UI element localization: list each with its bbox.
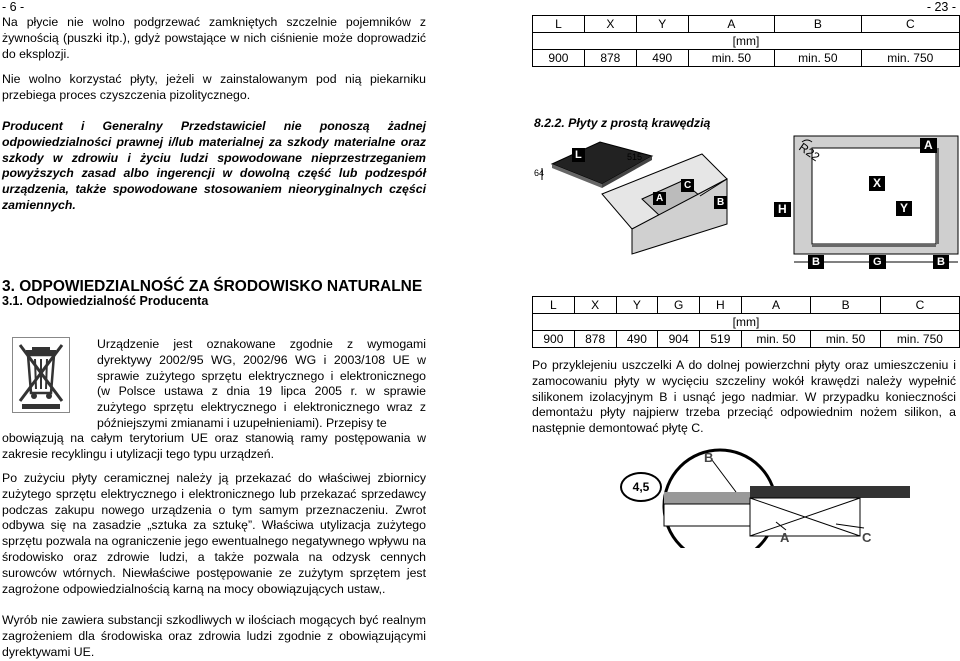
- disposal-instructions: Po zużyciu płyty ceramicznej należy ją przekazać do właściwej zbiornicy zużytego sprzętu elektrycznego i elektronicznego lub przekazać sprzedawcy podczas zakupu nowego urządzenia o tym samym przeznaczeniu. Zwrot odbywa się na zasadzie „sztuka za sztukę”. Właściwa utylizacja zużytego sprzętu pozwala na ograniczenie jego ewentualnego negatywnego wpływu na środowisko oraz zdrowie ludzi, a także pozwala na odzysk cennych surowców wtórnych. Niewłaściwe postępowanie ze zużytym sprzętem jest zagrożone odpowiedzialnością karną na mocy obowiązujących ustaw,.: [2, 471, 426, 596]
- table-row: [533, 50, 960, 67]
- table-header-row: [533, 297, 960, 314]
- detail-dim: 4,5: [620, 472, 662, 502]
- table-cell: min. 50: [775, 50, 861, 67]
- dim-64: 64: [534, 168, 545, 178]
- warning-pyrolytic-cleaning: Nie wolno korzystać płyty, jeżeli w zainstalowanym pod nią piekarniku przebiega proces czyszczenia pizolitycznego.: [2, 72, 426, 102]
- dimensions-table-2: [532, 296, 960, 348]
- warning-sealed-containers: Na płycie nie wolno podgrzewać zamkniętych szczelnie pojemników z żywnością (puszki itp.), gdyż powstające w nich ciśnienie może doprowadzić do eksplozji.: [2, 15, 426, 61]
- table-header-cell: G: [658, 297, 700, 314]
- table-header-cell: Y: [636, 16, 688, 33]
- weee-directive-text: Urządzenie jest oznakowane zgodnie z wymogami dyrektywy 2002/95 WG, 2002/96 WG i 2003/108 UE w sprawie zużytego sprzętu elektrycznego i elektronicznego (w Polsce ustawa z dnia 19 lipca 2005 r. w sprawie zużytego sprzętu elektrycznego i elektronicznego wraz z późniejszymi zmianami i uzupełnieniami). Przepisy te: [97, 337, 426, 430]
- table-unit-row: [533, 33, 960, 50]
- table-cell: min. 750: [880, 331, 959, 348]
- label-G: G: [869, 255, 886, 269]
- table-header-cell: H: [700, 297, 742, 314]
- label-H: H: [774, 202, 791, 217]
- table-header-cell: A: [688, 16, 774, 33]
- detail-label-C: C: [862, 530, 872, 545]
- table-header-row: [533, 16, 960, 33]
- section-title: 3. ODPOWIEDZIALNOŚĆ ZA ŚRODOWISKO NATURALNE: [2, 278, 423, 295]
- right-page-number: - 23 -: [926, 0, 956, 14]
- table-header-cell: L: [533, 16, 585, 33]
- table-header-cell: C: [880, 297, 959, 314]
- table-cell: 490: [616, 331, 658, 348]
- table-cell: min. 50: [741, 331, 811, 348]
- weee-directive-text-cont: obowiązują na całym terytorium UE oraz stanowią ramy postępowania w zakresie recyklingu i utylizacji tego typu urządzeń.: [2, 431, 426, 461]
- table-header-cell: L: [533, 297, 575, 314]
- sealing-instructions: Po przyklejeniu uszczelki A do dolnej powierzchni płyty oraz umieszczeniu i zamocowaniu płyty w wycięciu szczeliny wokół krawędzi należy wypełnić silikonem izolacyjnym B i usnąć jego nadmiar. W przypadku konieczności demontażu płyty najpierw trzeba przeciąć odpowiednim nożem silikon, a następnie demontować płytę C.: [532, 358, 956, 436]
- table-cell: 519: [700, 331, 742, 348]
- table-cell: 900: [533, 331, 575, 348]
- label-Y: Y: [896, 201, 912, 216]
- table-unit-cell: [mm]: [533, 33, 960, 50]
- label-B-2: B: [933, 255, 949, 269]
- table-cell: 900: [533, 50, 585, 67]
- label-B: B: [714, 196, 727, 209]
- installation-diagram: [532, 134, 960, 272]
- label-B-1: B: [808, 255, 824, 269]
- table-header-cell: B: [775, 16, 861, 33]
- label-L: L: [572, 148, 585, 162]
- table-cell: min. 750: [861, 50, 959, 67]
- detail-label-A: A: [780, 530, 790, 545]
- weee-crossed-bin-icon: [12, 337, 70, 413]
- label-A-plan: A: [920, 138, 937, 153]
- label-X: X: [869, 176, 885, 191]
- table-cell: 904: [658, 331, 700, 348]
- table-unit-row: [533, 314, 960, 331]
- label-R22: R22: [796, 140, 823, 165]
- left-page-number: - 6 -: [2, 0, 25, 14]
- table-header-cell: Y: [616, 297, 658, 314]
- harmful-substances-note: Wyrób nie zawiera substancji szkodliwych w ilościach mogących być realnym zagrożeniem dla środowiska oraz zdrowia ludzi zgodnie z obowiązującymi dyrektywami UE.: [2, 613, 426, 659]
- dim-515: 515: [627, 152, 643, 162]
- table-header-cell: B: [811, 297, 881, 314]
- dimensions-table-1: [532, 15, 960, 67]
- sealing-detail-diagram: [600, 448, 910, 548]
- subsection-title: 3.1. Odpowiedzialność Producenta: [2, 294, 209, 308]
- table-header-cell: C: [861, 16, 959, 33]
- table-cell: 490: [636, 50, 688, 67]
- table-header-cell: A: [741, 297, 811, 314]
- table-cell: min. 50: [811, 331, 881, 348]
- table-cell: 878: [584, 50, 636, 67]
- label-C: C: [681, 179, 694, 192]
- table-cell: 878: [574, 331, 616, 348]
- table-header-cell: X: [584, 16, 636, 33]
- detail-label-B: B: [704, 450, 714, 465]
- table-header-cell: X: [574, 297, 616, 314]
- table-row: [533, 331, 960, 348]
- subsection-straight-edge: 8.2.2. Płyty z prostą krawędzią: [534, 116, 711, 130]
- table-unit-cell: [mm]: [533, 314, 960, 331]
- table-cell: min. 50: [688, 50, 774, 67]
- label-A: A: [653, 192, 666, 205]
- liability-disclaimer: Producent i Generalny Przedstawiciel nie ponoszą żadnej odpowiedzialności prawnej i/lub materialnej za szkody materialne oraz szkody w zdrowiu i życiu ludzi spowodowane nieprzestrzeganiem powyższych zasad albo ingerencji w dowolną część lub podzespół urządzenia, także spowodowane stosowaniem nieoryginalnych części zamiennych.: [2, 119, 426, 212]
